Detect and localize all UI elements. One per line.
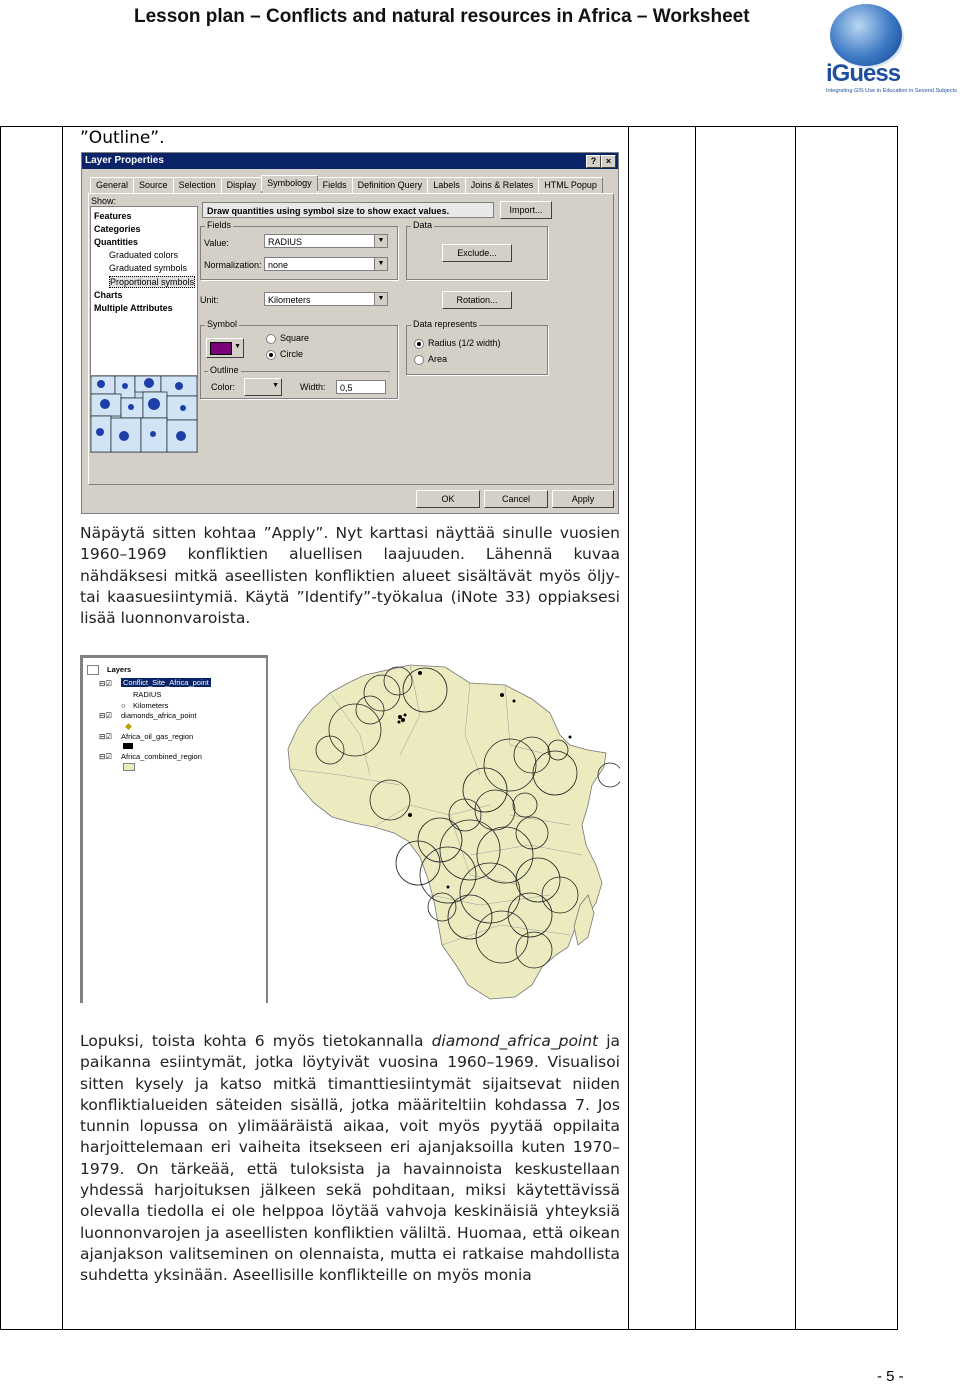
layer-field: RADIUS bbox=[133, 690, 162, 699]
dialog-title: Layer Properties bbox=[82, 153, 618, 169]
table-column-divider bbox=[695, 126, 696, 1330]
show-item-quantities[interactable]: Quantities bbox=[94, 237, 139, 247]
show-item-multiple-attributes[interactable]: Multiple Attributes bbox=[94, 303, 173, 313]
logo-tagline: Integrating GIS Use in Education in Several Subjects bbox=[826, 88, 957, 94]
outline-color-button[interactable] bbox=[244, 378, 282, 396]
table-of-contents-panel bbox=[80, 655, 268, 1003]
normalization-select[interactable] bbox=[264, 257, 388, 271]
show-item-categories[interactable]: Categories bbox=[94, 224, 141, 234]
chevron-down-icon: ▼ bbox=[374, 293, 387, 305]
area-radio[interactable] bbox=[414, 355, 424, 365]
value-selected: RADIUS bbox=[268, 237, 303, 247]
tab-display[interactable]: Display bbox=[221, 177, 263, 193]
layers-icon bbox=[87, 665, 99, 675]
show-list bbox=[90, 206, 198, 376]
checkbox-icon[interactable]: ⊟☑ bbox=[99, 711, 113, 720]
radius-radio[interactable] bbox=[414, 339, 424, 349]
instruction-paragraph-apply: Näpäytä sitten kohtaa ”Apply”. Nyt karttasi näyttää sinulle vuosien 1960–1969 konfliktien aluellisen laajuuden. Lähennä kuvaa nähdäksesi mitkä aseellisten konfliktien alueet sisältävät myös öljy- tai kaasuesiintymiä. Käytä ”Identify”-työkalua (iNote 33) oppiaksesi lisää luonnonvaroista. bbox=[80, 524, 620, 628]
page-number: - 5 - bbox=[877, 1368, 904, 1385]
color-label: Color: bbox=[211, 382, 236, 392]
tab-labels[interactable]: Labels bbox=[427, 177, 466, 193]
intro-fragment: ”Outline”. bbox=[80, 128, 165, 148]
width-label: Width: bbox=[300, 382, 326, 392]
globe-icon bbox=[830, 4, 902, 66]
chevron-down-icon: ▼ bbox=[374, 258, 387, 270]
africa-conflict-map-figure bbox=[80, 655, 620, 1003]
outline-label: Outline bbox=[210, 365, 239, 375]
instruction-paragraph-diamonds bbox=[80, 1031, 620, 1287]
layer-conflict-site[interactable]: Conflict_Site_Africa_point bbox=[123, 678, 209, 687]
show-item-proportional-symbols[interactable]: Proportional symbols bbox=[110, 277, 195, 287]
show-label: Show: bbox=[91, 196, 117, 206]
area-option-label: Area bbox=[428, 354, 448, 364]
square-radio[interactable] bbox=[266, 334, 276, 344]
region-swatch bbox=[123, 763, 135, 771]
africa-map bbox=[270, 655, 620, 1003]
tab-strip bbox=[90, 177, 602, 193]
tab-selection[interactable]: Selection bbox=[173, 177, 222, 193]
radius-option-label: Radius (1/2 width) bbox=[428, 338, 501, 348]
logo-name: iGuess bbox=[826, 60, 901, 87]
data-label: Data bbox=[413, 220, 433, 230]
normalization-label: Normalization: bbox=[204, 260, 262, 270]
checkbox-icon[interactable]: ⊟☑ bbox=[99, 679, 113, 688]
close-icon[interactable]: × bbox=[601, 155, 616, 168]
unit-selected: Kilometers bbox=[268, 295, 311, 305]
tab-definition-query[interactable]: Definition Query bbox=[352, 177, 429, 193]
layer-combined-region[interactable]: Africa_combined_region bbox=[121, 752, 202, 761]
paragraph2-start: Lopuksi, toista kohta 6 myös tietokannalla bbox=[80, 1032, 432, 1050]
show-item-features[interactable]: Features bbox=[94, 211, 132, 221]
square-label: Square bbox=[280, 333, 310, 343]
checkbox-icon[interactable]: ⊟☑ bbox=[99, 732, 113, 741]
document-header-title: Lesson plan – Conflicts and natural resources in Africa – Worksheet bbox=[134, 6, 750, 27]
value-select[interactable] bbox=[264, 234, 388, 248]
tab-fields[interactable]: Fields bbox=[317, 177, 353, 193]
layer-properties-dialog bbox=[81, 152, 619, 514]
value-label: Value: bbox=[204, 238, 229, 248]
fields-label: Fields bbox=[207, 220, 232, 230]
tab-symbology[interactable]: Symbology bbox=[261, 175, 318, 191]
iguess-logo bbox=[826, 4, 958, 96]
tab-general[interactable]: General bbox=[90, 177, 134, 193]
layer-unit: Kilometers bbox=[133, 701, 169, 710]
preview-map bbox=[90, 375, 198, 453]
help-button[interactable]: ? bbox=[586, 155, 601, 168]
import-button[interactable]: Import... bbox=[500, 201, 552, 219]
show-item-graduated-symbols[interactable]: Graduated symbols bbox=[109, 263, 188, 273]
oil-gas-swatch bbox=[123, 743, 133, 749]
data-represents-label: Data represents bbox=[413, 319, 478, 329]
tab-html-popup[interactable]: HTML Popup bbox=[538, 177, 603, 193]
circle-radio[interactable] bbox=[266, 350, 276, 360]
table-column-divider bbox=[62, 126, 63, 1330]
symbol-swatch bbox=[210, 342, 232, 355]
tab-joins-relates[interactable]: Joins & Relates bbox=[465, 177, 540, 193]
layer-diamonds[interactable]: diamonds_africa_point bbox=[121, 711, 197, 720]
tab-source[interactable]: Source bbox=[133, 177, 174, 193]
apply-button[interactable]: Apply bbox=[552, 490, 614, 508]
normalization-selected: none bbox=[268, 260, 289, 270]
symbology-heading: Draw quantities using symbol size to show exact values. bbox=[202, 202, 494, 218]
diamond-symbol-icon: ◆ bbox=[125, 721, 132, 731]
chevron-down-icon: ▼ bbox=[374, 235, 387, 247]
dataset-name: diamond_africa_point bbox=[431, 1032, 599, 1050]
show-item-graduated-colors[interactable]: Graduated colors bbox=[109, 250, 179, 260]
exclude-button[interactable]: Exclude... bbox=[442, 244, 512, 262]
chevron-down-icon: ▼ bbox=[272, 382, 279, 389]
symbol-label: Symbol bbox=[207, 319, 238, 329]
circle-symbol-icon: ○ bbox=[121, 701, 126, 710]
width-input[interactable]: 0,5 bbox=[336, 380, 386, 394]
data-represents-group bbox=[406, 319, 548, 375]
show-item-charts[interactable]: Charts bbox=[94, 290, 123, 300]
symbol-color-button[interactable] bbox=[206, 338, 244, 358]
ok-button[interactable]: OK bbox=[416, 490, 480, 508]
unit-select[interactable] bbox=[264, 292, 388, 306]
circle-label: Circle bbox=[280, 349, 304, 359]
paragraph2-end: ja paikanna esiintymät, jotka löytyivät vuosina 1960–1969. Visualisoi sitten kysely ja katso mitkä timanttiesiintymät sijaitsevat niiden konfliktialueiden säteiden sisällä, jotka määriteltiin kohdassa 7. Jos tunnin lopussa on ylimääräistä aikaa, voit myös pyytää oppilaita harjoittelemaan eri vaiheita itsekseen eri ajanjaksoilla kuten 1970–1979. On tärkeää, että tuloksista ja havainnoista keskustellaan yhdessä harjoituksen jälkeen sekä pohditaan, miksi käytettävissä olevalla tiedolla ei ole helppoa löytää vahvoja keskinäisiä yhteyksiä luonnonvarojen ja aseellisten konfliktien väliltä. Huomaa, että oikean ajanjakson valitseminen on olennaista, mutta ei ratkaise mahdollista suhdetta yksinään. Aseellisille konflikteille on myös monia bbox=[80, 1032, 620, 1285]
table-column-divider bbox=[628, 126, 629, 1330]
cancel-button[interactable]: Cancel bbox=[484, 490, 548, 508]
checkbox-icon[interactable]: ⊟☑ bbox=[99, 752, 113, 761]
toc-root-label: Layers bbox=[107, 665, 132, 674]
layer-oil-gas[interactable]: Africa_oil_gas_region bbox=[121, 732, 194, 741]
unit-label: Unit: bbox=[200, 295, 219, 305]
chevron-down-icon: ▼ bbox=[234, 343, 241, 350]
table-column-divider bbox=[795, 126, 796, 1330]
rotation-button[interactable]: Rotation... bbox=[442, 291, 512, 309]
